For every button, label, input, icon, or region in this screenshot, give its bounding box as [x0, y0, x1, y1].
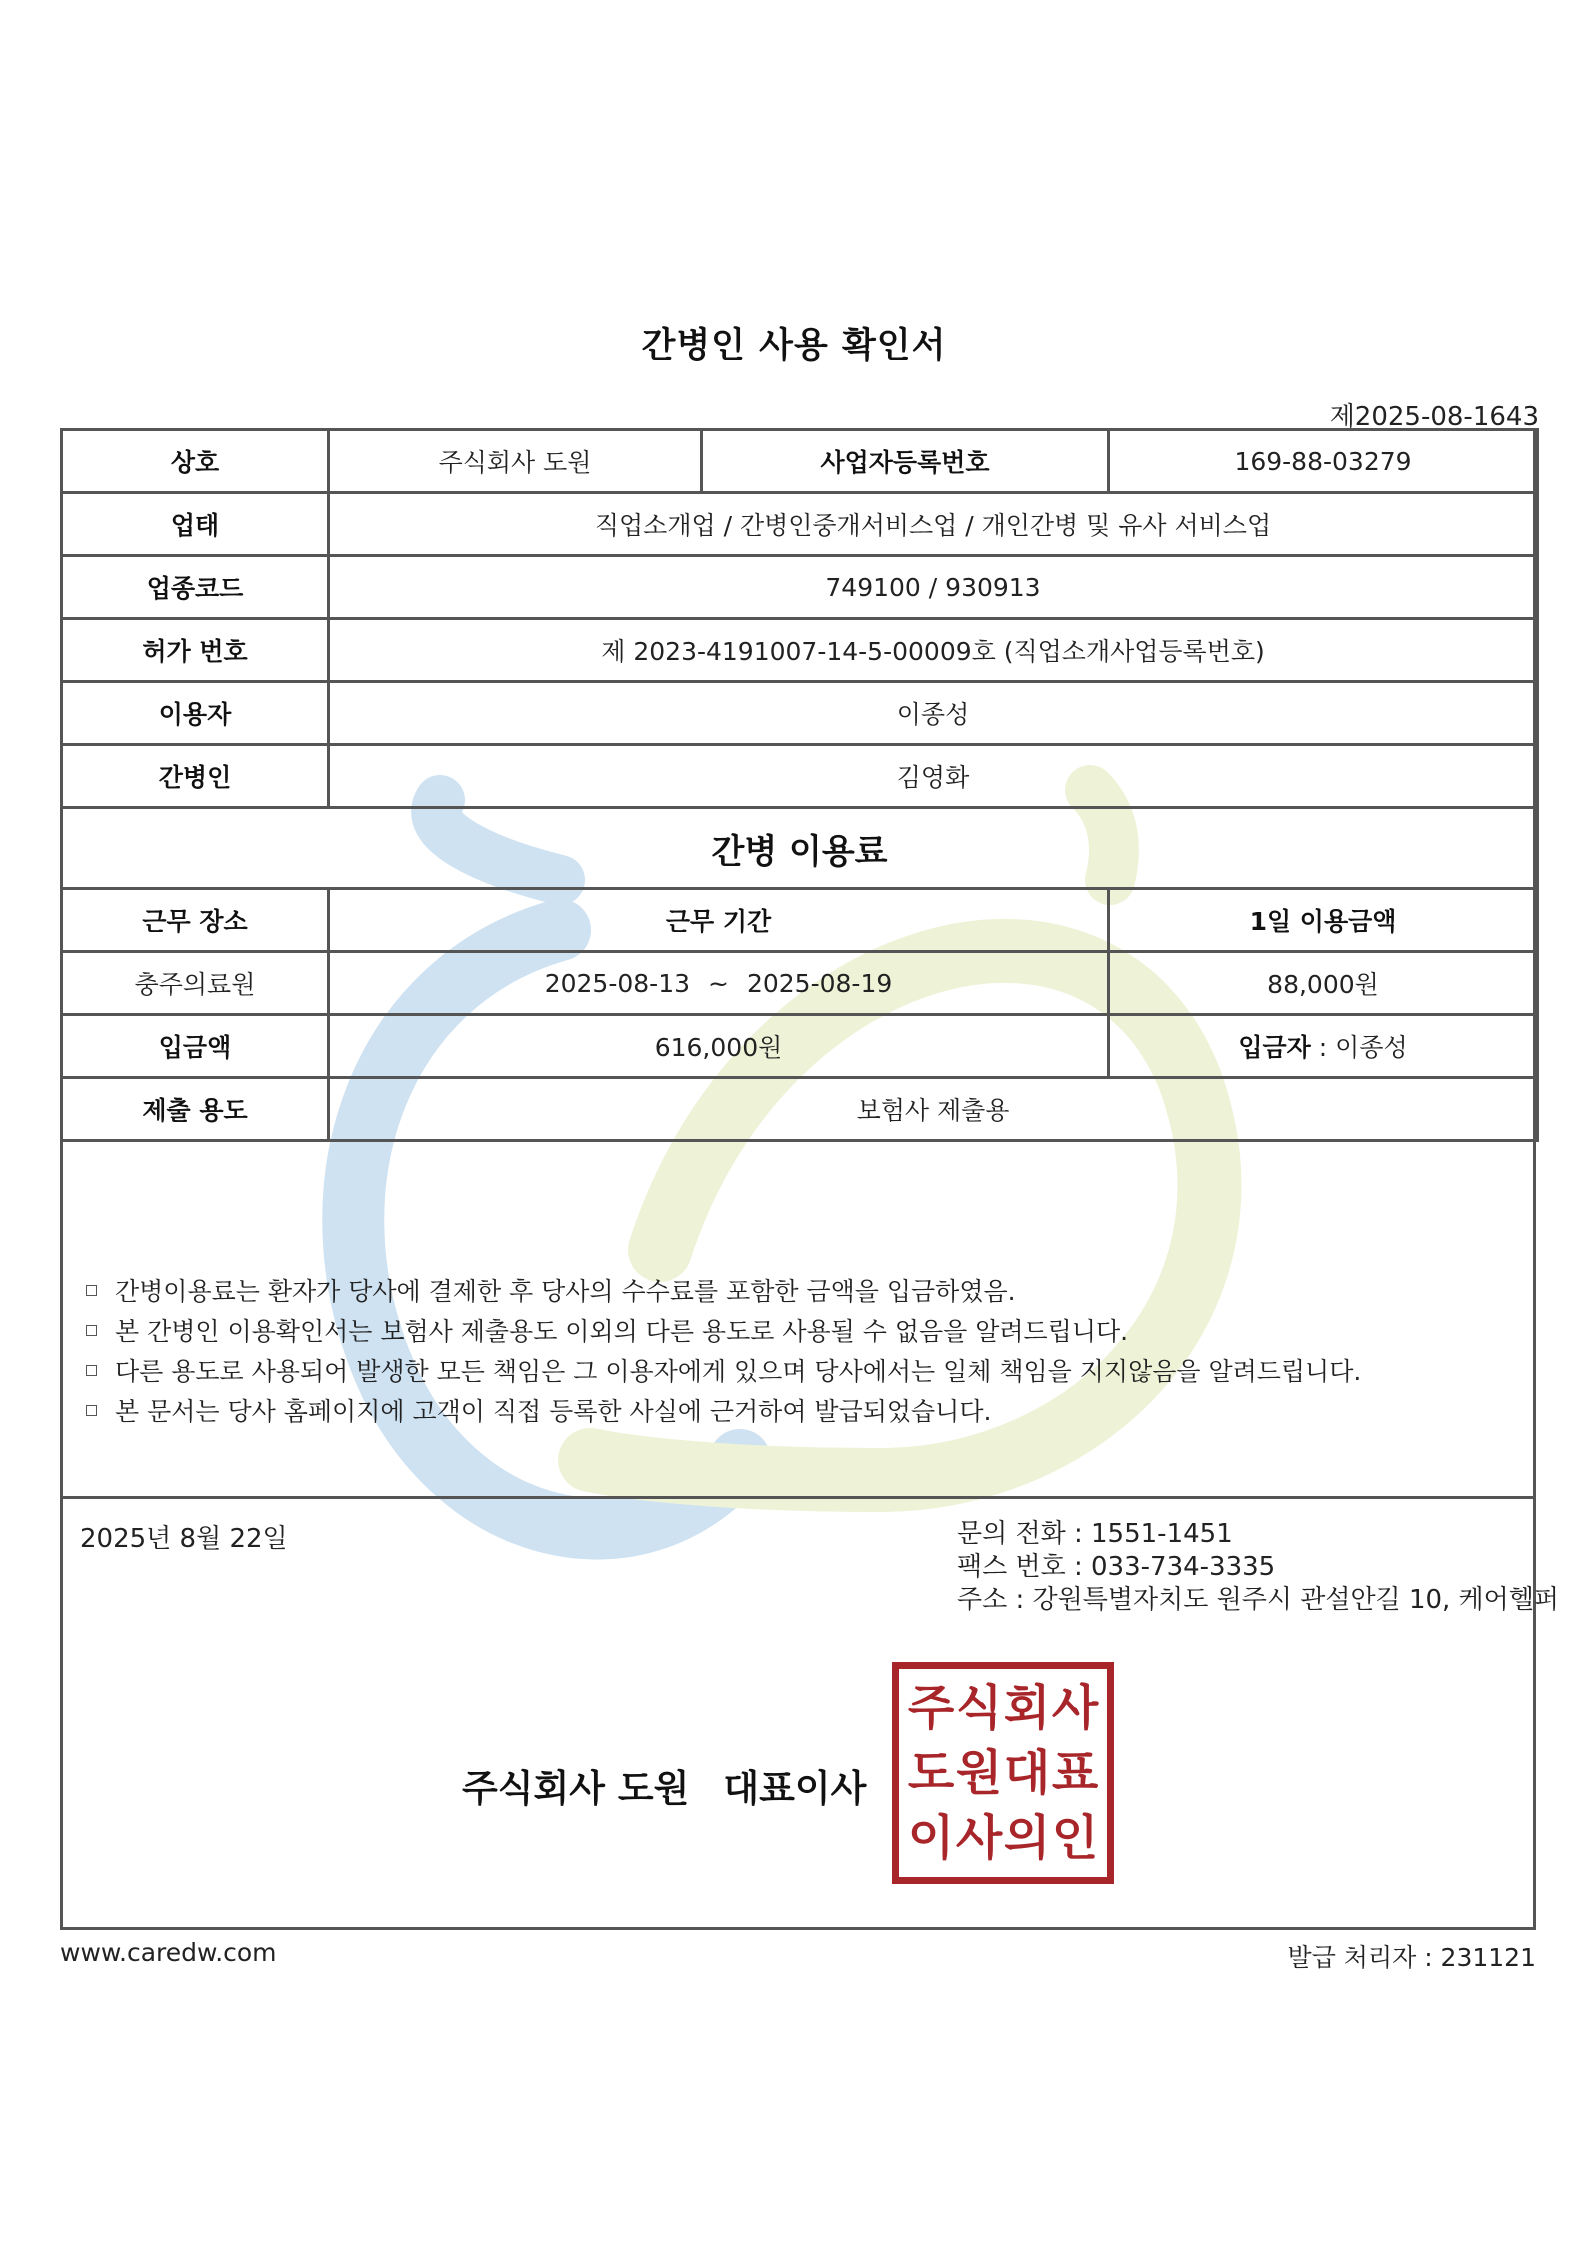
company-label: 상호 [62, 430, 329, 493]
note-item: 본 간병인 이용확인서는 보험사 제출용도 이외의 다른 용도로 사용될 수 없음을 알려드립니다. [86, 1312, 1361, 1352]
fee-section-title: 간병 이용료 [62, 808, 1538, 889]
bizno-label: 사업자등록번호 [702, 430, 1109, 493]
permit-label: 허가 번호 [62, 619, 329, 682]
user-label: 이용자 [62, 682, 329, 745]
caregiver-value: 김영화 [329, 745, 1538, 808]
period-value [329, 952, 1109, 1015]
row-bizcode [62, 556, 1538, 619]
row-user [62, 682, 1538, 745]
website-link[interactable]: www.caredw.com [60, 1938, 277, 1967]
row-caregiver [62, 745, 1538, 808]
period-separator: ~ [708, 968, 729, 998]
daily-value: 88,000원 [1109, 952, 1538, 1015]
issue-date: 2025년 8월 22일 [80, 1524, 288, 1554]
row-purpose [62, 1078, 1538, 1141]
info-table [60, 428, 1539, 1142]
depositor-value: : 이종성 [1318, 1033, 1408, 1062]
period-label: 근무 기간 [329, 889, 1109, 952]
bizcode-label: 업종코드 [62, 556, 329, 619]
row-fee-section [62, 808, 1538, 889]
permit-value: 제 2023-4191007-14-5-00009호 (직업소개사업등록번호) [329, 619, 1538, 682]
row-biztype [62, 493, 1538, 556]
document-title: 간병인 사용 확인서 [641, 326, 947, 366]
deposit-value: 616,000원 [329, 1015, 1109, 1078]
signature-line [462, 1758, 866, 1812]
row-fee-values [62, 952, 1538, 1015]
purpose-label: 제출 용도 [62, 1078, 329, 1141]
period-end: 2025-08-19 [746, 968, 893, 998]
row-permit [62, 619, 1538, 682]
bizno-value: 169-88-03279 [1109, 430, 1538, 493]
company-value: 주식회사 도원 [329, 430, 702, 493]
note-item: 간병이용료는 환자가 당사에 결제한 후 당사의 수수료를 포함한 금액을 입금하였음. [86, 1272, 1361, 1312]
section-divider [60, 1496, 1536, 1499]
square-bullet-icon [86, 1365, 97, 1376]
signature-role: 대표이사 [723, 1767, 867, 1810]
row-fee-headers [62, 889, 1538, 952]
contact-address: 주소 : 강원특별자치도 원주시 관설안길 10, 케어헬퍼 [957, 1585, 1560, 1615]
biztype-label: 업태 [62, 493, 329, 556]
square-bullet-icon [86, 1325, 97, 1336]
document-number: 제2025-08-1643 [1329, 402, 1539, 432]
biztype-value: 직업소개업 / 간병인중개서비스업 / 개인간병 및 유사 서비스업 [329, 493, 1538, 556]
note-item: 다른 용도로 사용되어 발생한 모든 책임은 그 이용자에게 있으며 당사에서는 일체 책임을 지지않음을 알려드립니다. [86, 1352, 1361, 1392]
depositor-label: 입금자 [1238, 1033, 1311, 1062]
purpose-value: 보험사 제출용 [329, 1078, 1538, 1141]
notes-list [86, 1272, 1361, 1432]
period-start: 2025-08-13 [544, 968, 691, 998]
signature-company: 주식회사 도원 [462, 1767, 690, 1810]
place-label: 근무 장소 [62, 889, 329, 952]
row-company [62, 430, 1538, 493]
company-seal-stamp: 주 식 회 사 도 원 대 표 이 사 의 인 [892, 1662, 1114, 1884]
daily-label: 1일 이용금액 [1109, 889, 1538, 952]
caregiver-label: 간병인 [62, 745, 329, 808]
square-bullet-icon [86, 1285, 97, 1296]
square-bullet-icon [86, 1405, 97, 1416]
depositor-cell [1109, 1015, 1538, 1078]
contact-fax: 팩스 번호 : 033-734-3335 [957, 1552, 1276, 1582]
place-value: 충주의료원 [62, 952, 329, 1015]
deposit-label: 입금액 [62, 1015, 329, 1078]
contact-phone: 문의 전화 : 1551-1451 [957, 1519, 1233, 1549]
user-value: 이종성 [329, 682, 1538, 745]
bizcode-value: 749100 / 930913 [329, 556, 1538, 619]
row-deposit [62, 1015, 1538, 1078]
issuer-id: 발급 처리자 : 231121 [1287, 1943, 1536, 1972]
note-item: 본 문서는 당사 홈페이지에 고객이 직접 등록한 사실에 근거하여 발급되었습니다. [86, 1392, 1361, 1432]
contact-block [957, 1518, 1559, 1617]
